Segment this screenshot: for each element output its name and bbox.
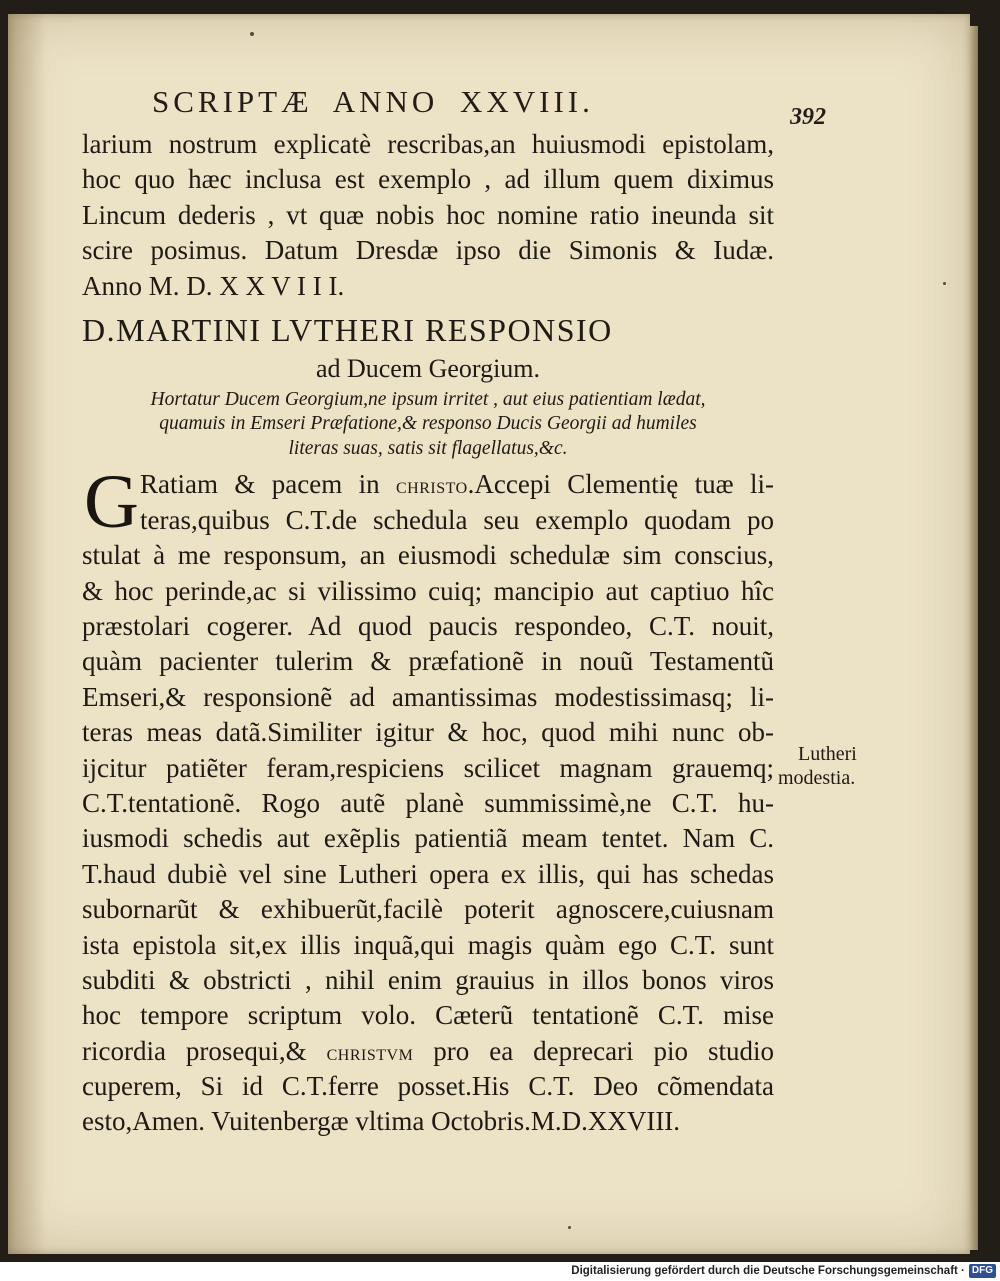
text-line: quàm pacienter tulerim & præfationẽ in nouũ Testamentũ xyxy=(82,646,774,677)
text-line: cuperem, Si id C.T.ferre posset.His C.T. Deo cõmendata xyxy=(82,1071,774,1102)
text-line xyxy=(82,1034,774,1069)
text-line: ijcitur patiẽter feram,respiciens scilicet magnam grauemq; xyxy=(82,752,774,783)
section-subheading: ad Ducem Georgium. xyxy=(315,353,541,383)
argument-line: quamuis in Emseri Præfatione,& responso Ducis Georgii ad humiles xyxy=(159,413,697,435)
page-edge xyxy=(970,26,978,1250)
text-line xyxy=(82,467,774,502)
text-line: stulat à me responsum, an eiusmodi schedulæ sim conscius, xyxy=(82,540,774,571)
digitization-credit xyxy=(0,1262,996,1281)
marginal-note xyxy=(778,742,888,790)
text-line: subornarũt & exhibuerũt,facilè poterit agnoscere,cuiusnam xyxy=(82,894,774,925)
text-line: Anno M. D. X X V I I I. xyxy=(82,270,345,301)
text-line: T.haud dubiè vel sine Lutheri opera ex illis, qui has schedas xyxy=(82,858,774,889)
ink-speck xyxy=(568,1226,571,1229)
main-text xyxy=(82,127,774,1140)
text-line: subditi & obstricti , nihil enim grauius in illos bonos viros xyxy=(82,964,774,995)
text-line: hoc quo hæc inclusa est exemplo , ad illum quem diximus xyxy=(82,164,774,195)
text-line: Emseri,& responsionẽ ad amantissimas modestissimasq; li- xyxy=(82,681,774,712)
drop-cap: G xyxy=(84,460,139,545)
ink-speck xyxy=(250,32,254,36)
text-line: præstolari cogerer. Ad quod paucis respondeo, C.T. nouit, xyxy=(82,611,774,642)
text-line: Lincum dederis , vt quæ nobis hoc nomine ratio ineunda sit xyxy=(82,199,774,230)
text-segment: ricordia prosequi,& xyxy=(82,1035,327,1066)
argument-line: literas suas, satis sit flagellatus,&c. xyxy=(288,437,568,459)
text-segment: .Accepi Clementię tuæ li- xyxy=(467,469,774,500)
letter-opening xyxy=(82,460,774,545)
running-head: SCRIPTÆ ANNO XXVIII. xyxy=(152,84,594,119)
text-line: teras meas datã.Similiter igitur & hoc, quod mihi nunc ob- xyxy=(82,717,774,748)
text-line: iusmodi schedis aut exẽplis patientiã meam tentet. Nam C. xyxy=(82,823,774,854)
marginal-note-line: modestia. xyxy=(778,767,856,789)
section-heading: D.MARTINI LVTHERI RESPONSIO xyxy=(82,311,613,348)
argument-line: Hortatur Ducem Georgium,ne ipsum irritet , aut eius patientiam lædat, xyxy=(150,388,706,410)
argument-summary xyxy=(82,388,774,462)
text-segment: Ratiam & pacem in xyxy=(140,469,396,500)
smallcaps-christo: christo xyxy=(395,473,468,499)
text-line: esto,Amen. Vuitenbergæ vltima Octobris.M.D.XXVIII. xyxy=(82,1106,681,1137)
text-segment: pro ea deprecari pio studio xyxy=(413,1035,774,1066)
smallcaps-christvm: christvm xyxy=(326,1039,414,1065)
text-line: larium nostrum explicatè rescribas,an huiusmodi epistolam, xyxy=(82,129,774,159)
text-line: C.T.tentationẽ. Rogo autẽ planè summissimè,ne C.T. hu- xyxy=(82,787,774,818)
page-number: 392 xyxy=(790,104,826,130)
text-line: hoc tempore scriptum volo. Cæterũ tentationẽ C.T. mise xyxy=(82,1000,774,1031)
marginal-note-line: Lutheri xyxy=(798,743,857,765)
dfg-logo: DFG xyxy=(969,1264,996,1278)
text-line: & hoc perinde,ac si vilissimo cuiq; mancipio aut captiuo hîc xyxy=(82,575,774,606)
text-line: teras,quibus C.T.de schedula seu exemplo quodam po xyxy=(140,504,774,535)
credit-text: Digitalisierung gefördert durch die Deutsche Forschungsgemeinschaft · xyxy=(571,1265,965,1277)
text-line: scire posimus. Datum Dresdæ ipso die Simonis & Iudæ. xyxy=(82,235,774,266)
text-line: ista epistola sit,ex illis inquã,qui magis quàm ego C.T. sunt xyxy=(82,929,774,960)
ink-speck xyxy=(943,282,946,285)
